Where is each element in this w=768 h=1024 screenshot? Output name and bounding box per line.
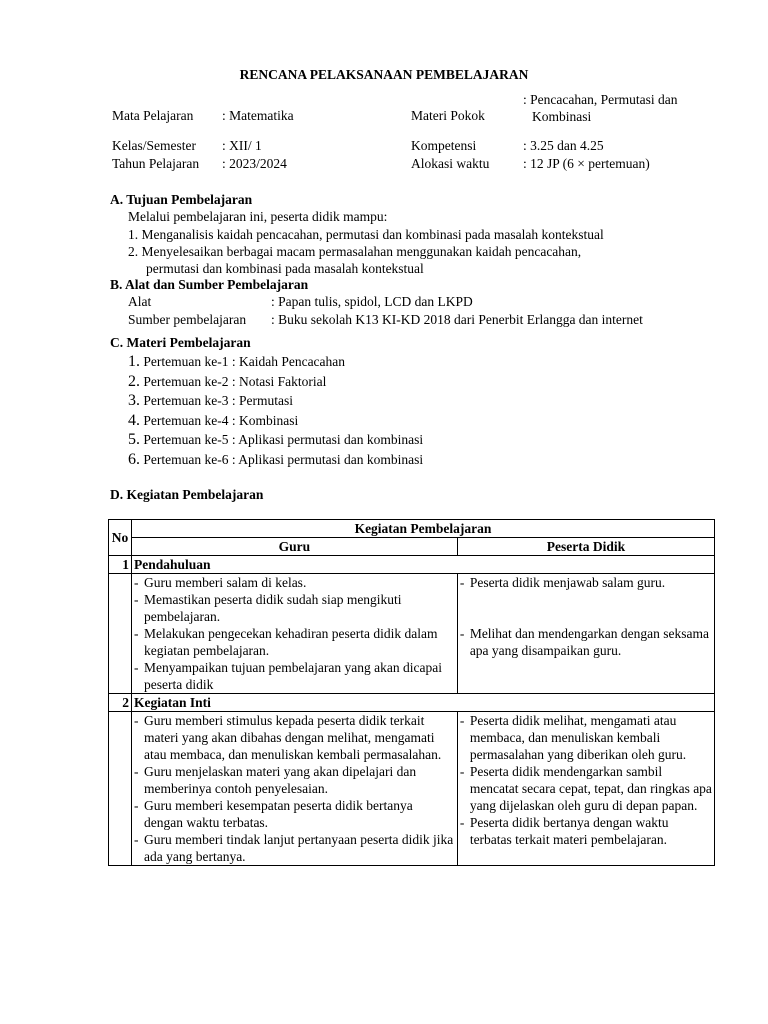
alokasi-value: : 12 JP (6 × pertemuan) xyxy=(523,156,650,171)
materi-item-number: 3. xyxy=(128,392,140,409)
materi-item xyxy=(128,412,298,429)
siswa-activities xyxy=(457,574,714,694)
materi-item-number: 6. xyxy=(128,451,140,468)
table-row xyxy=(109,574,715,694)
table-row xyxy=(109,694,715,712)
guru-activity-item: - Melakukan pengecekan kehadiran peserta didik dalam kegiatan pembelajaran. xyxy=(134,625,455,659)
tahun-label: Tahun Pelajaran xyxy=(112,156,200,171)
materi-item-number: 1. xyxy=(128,353,140,370)
section-d-heading: D. Kegiatan Pembelajaran xyxy=(110,487,264,502)
mata-pelajaran-label: Mata Pelajaran xyxy=(112,108,194,123)
guru-activity-item: - Menyampaikan tujuan pembelajaran yang akan dicapai peserta didik xyxy=(134,659,455,693)
materi-item-text: Pertemuan ke-3 : Permutasi xyxy=(143,393,293,408)
guru-activities xyxy=(131,712,457,866)
alokasi-label: Alokasi waktu xyxy=(411,156,490,171)
materi-pokok-value-line1: : Pencacahan, Permutasi dan xyxy=(523,92,678,107)
row-number-empty xyxy=(109,712,132,866)
table-row xyxy=(109,712,715,866)
kompetensi-label: Kompetensi xyxy=(411,138,477,153)
sumber-label: Sumber pembelajaran xyxy=(128,312,247,327)
guru-activities xyxy=(131,574,457,694)
alat-value: : Papan tulis, spidol, LCD dan LKPD xyxy=(271,294,473,309)
guru-activity-item: - Guru memberi kesempatan peserta didik bertanya dengan waktu terbatas. xyxy=(134,797,455,831)
materi-item-text: Pertemuan ke-6 : Aplikasi permutasi dan kombinasi xyxy=(143,452,424,467)
mata-pelajaran-value: : Matematika xyxy=(222,108,294,123)
kompetensi-value: : 3.25 dan 4.25 xyxy=(523,138,604,153)
table-header-no: No xyxy=(109,520,132,556)
materi-item xyxy=(128,431,423,448)
siswa-activities xyxy=(457,712,714,866)
document-title: RENCANA PELAKSANAAN PEMBELAJARAN xyxy=(239,67,529,82)
materi-pokok-value-line2: Kombinasi xyxy=(532,109,592,124)
table-header-guru: Guru xyxy=(131,538,457,556)
siswa-activity-item: - Melihat dan mendengarkan dengan seksama apa yang disampaikan guru. xyxy=(460,625,712,659)
siswa-activity-item: - Peserta didik bertanya dengan waktu terbatas terkait materi pembelajaran. xyxy=(460,814,712,848)
section-a-heading: A. Tujuan Pembelajaran xyxy=(110,192,253,207)
sumber-value: : Buku sekolah K13 KI-KD 2018 dari Penerbit Erlangga dan internet xyxy=(271,312,643,327)
section-a-item-1: 1. Menganalisis kaidah pencacahan, permutasi dan kombinasi pada masalah kontekstual xyxy=(128,227,604,242)
guru-activity-item: - Guru memberi stimulus kepada peserta didik terkait materi yang akan dibahas dengan melihat, mengamati atau membaca, dan menuliskan kembali permasalahan. xyxy=(134,712,455,763)
materi-item-number: 5. xyxy=(128,431,140,448)
guru-activity-item: - Guru menjelaskan materi yang akan dipelajari dan memberinya contoh penyelesaian. xyxy=(134,763,455,797)
spacer xyxy=(460,591,712,625)
section-c-heading: C. Materi Pembelajaran xyxy=(110,335,251,350)
section-b-heading: B. Alat dan Sumber Pembelajaran xyxy=(110,277,309,292)
section-a-intro: Melalui pembelajaran ini, peserta didik mampu: xyxy=(128,209,388,224)
section-a-item-2: 2. Menyelesaikan berbagai macam permasalahan menggunakan kaidah pencacahan, xyxy=(128,244,582,259)
guru-activity-item: - Memastikan peserta didik sudah siap mengikuti pembelajaran. xyxy=(134,591,455,625)
materi-item-number: 2. xyxy=(128,373,140,390)
materi-item-text: Pertemuan ke-4 : Kombinasi xyxy=(143,413,299,428)
kelas-value: : XII/ 1 xyxy=(222,138,262,153)
table-header-main: Kegiatan Pembelajaran xyxy=(131,520,714,538)
siswa-activity-item: - Peserta didik mendengarkan sambil mencatat secara cepat, tepat, dan ringkas apa yang dijelaskan oleh guru di depan papan. xyxy=(460,763,712,814)
materi-item-text: Pertemuan ke-5 : Aplikasi permutasi dan kombinasi xyxy=(143,432,424,447)
alat-label: Alat xyxy=(128,294,152,309)
row-number-empty xyxy=(109,574,132,694)
materi-item-text: Pertemuan ke-2 : Notasi Faktorial xyxy=(143,374,327,389)
table-row xyxy=(109,556,715,574)
kelas-label: Kelas/Semester xyxy=(112,138,196,153)
activity-table xyxy=(108,519,715,866)
guru-activity-item: - Guru memberi salam di kelas. xyxy=(134,574,455,591)
row-number: 1 xyxy=(109,556,132,574)
materi-item xyxy=(128,373,326,390)
siswa-activity-item: - Peserta didik melihat, mengamati atau membaca, dan menuliskan kembali permasalahan yang diberikan oleh guru. xyxy=(460,712,712,763)
row-section-title: Pendahuluan xyxy=(131,556,714,574)
materi-item-number: 4. xyxy=(128,412,140,429)
tahun-value: : 2023/2024 xyxy=(222,156,287,171)
materi-item xyxy=(128,353,345,370)
materi-pokok-label: Materi Pokok xyxy=(411,108,485,123)
guru-activity-item: - Guru memberi tindak lanjut pertanyaan peserta didik jika ada yang bertanya. xyxy=(134,831,455,865)
materi-item xyxy=(128,392,293,409)
row-number: 2 xyxy=(109,694,132,712)
materi-item xyxy=(128,451,423,468)
row-section-title: Kegiatan Inti xyxy=(131,694,714,712)
section-a-item-2-cont: permutasi dan kombinasi pada masalah kontekstual xyxy=(146,261,424,276)
materi-item-text: Pertemuan ke-1 : Kaidah Pencacahan xyxy=(143,354,346,369)
table-header-peserta-didik: Peserta Didik xyxy=(457,538,714,556)
siswa-activity-item: - Peserta didik menjawab salam guru. xyxy=(460,574,712,591)
